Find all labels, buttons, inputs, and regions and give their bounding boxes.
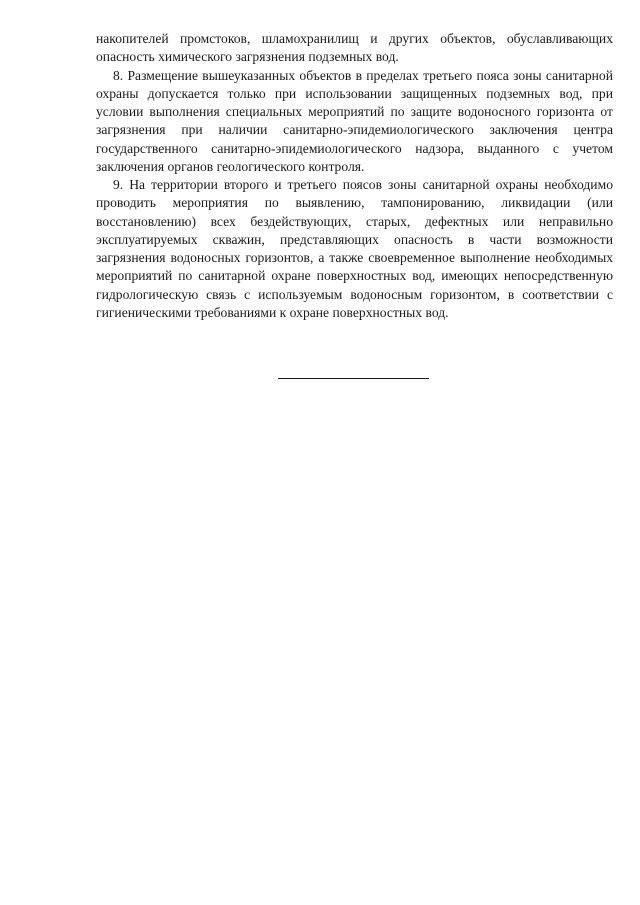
paragraph-item-8: 8. Размещение вышеуказанных объектов в пределах третьего пояса зоны санитарной охраны допускается только при использовании защищенных подземных вод, при условии выполнения специальных мероприятий по защите водоносного горизонта от загрязнения при наличии санитарно-эпидемиологического заключения центра государственного санитарно-эпидемиологического надзора, выданного с учетом заключения органов геологического контроля. (96, 67, 613, 174)
paragraph-item-9: 9. На территории второго и третьего поясов зоны санитарной охраны необходимо проводить мероприятия по выявлению, тампонированию, ликвидации (или восстановлению) всех бездействующих, старых, дефектных или неправильно эксплуатируемых скважин, представляющих опасность в части возможности загрязнения водоносных горизонтов, а также своевременное выполнение необходимых мероприятий по санитарной охране поверхностных вод, имеющих непосредственную гидрологическую связь с используемым водоносным горизонтом, в соответствии с гигиеническими требованиями к охране поверхностных вод. (96, 177, 613, 320)
end-of-document-rule (278, 378, 429, 379)
paragraph-continuation: накопителей промстоков, шламохранилищ и других объектов, обуславливающих опасность химического загрязнения подземных вод. (96, 31, 613, 65)
document-body (96, 30, 613, 322)
